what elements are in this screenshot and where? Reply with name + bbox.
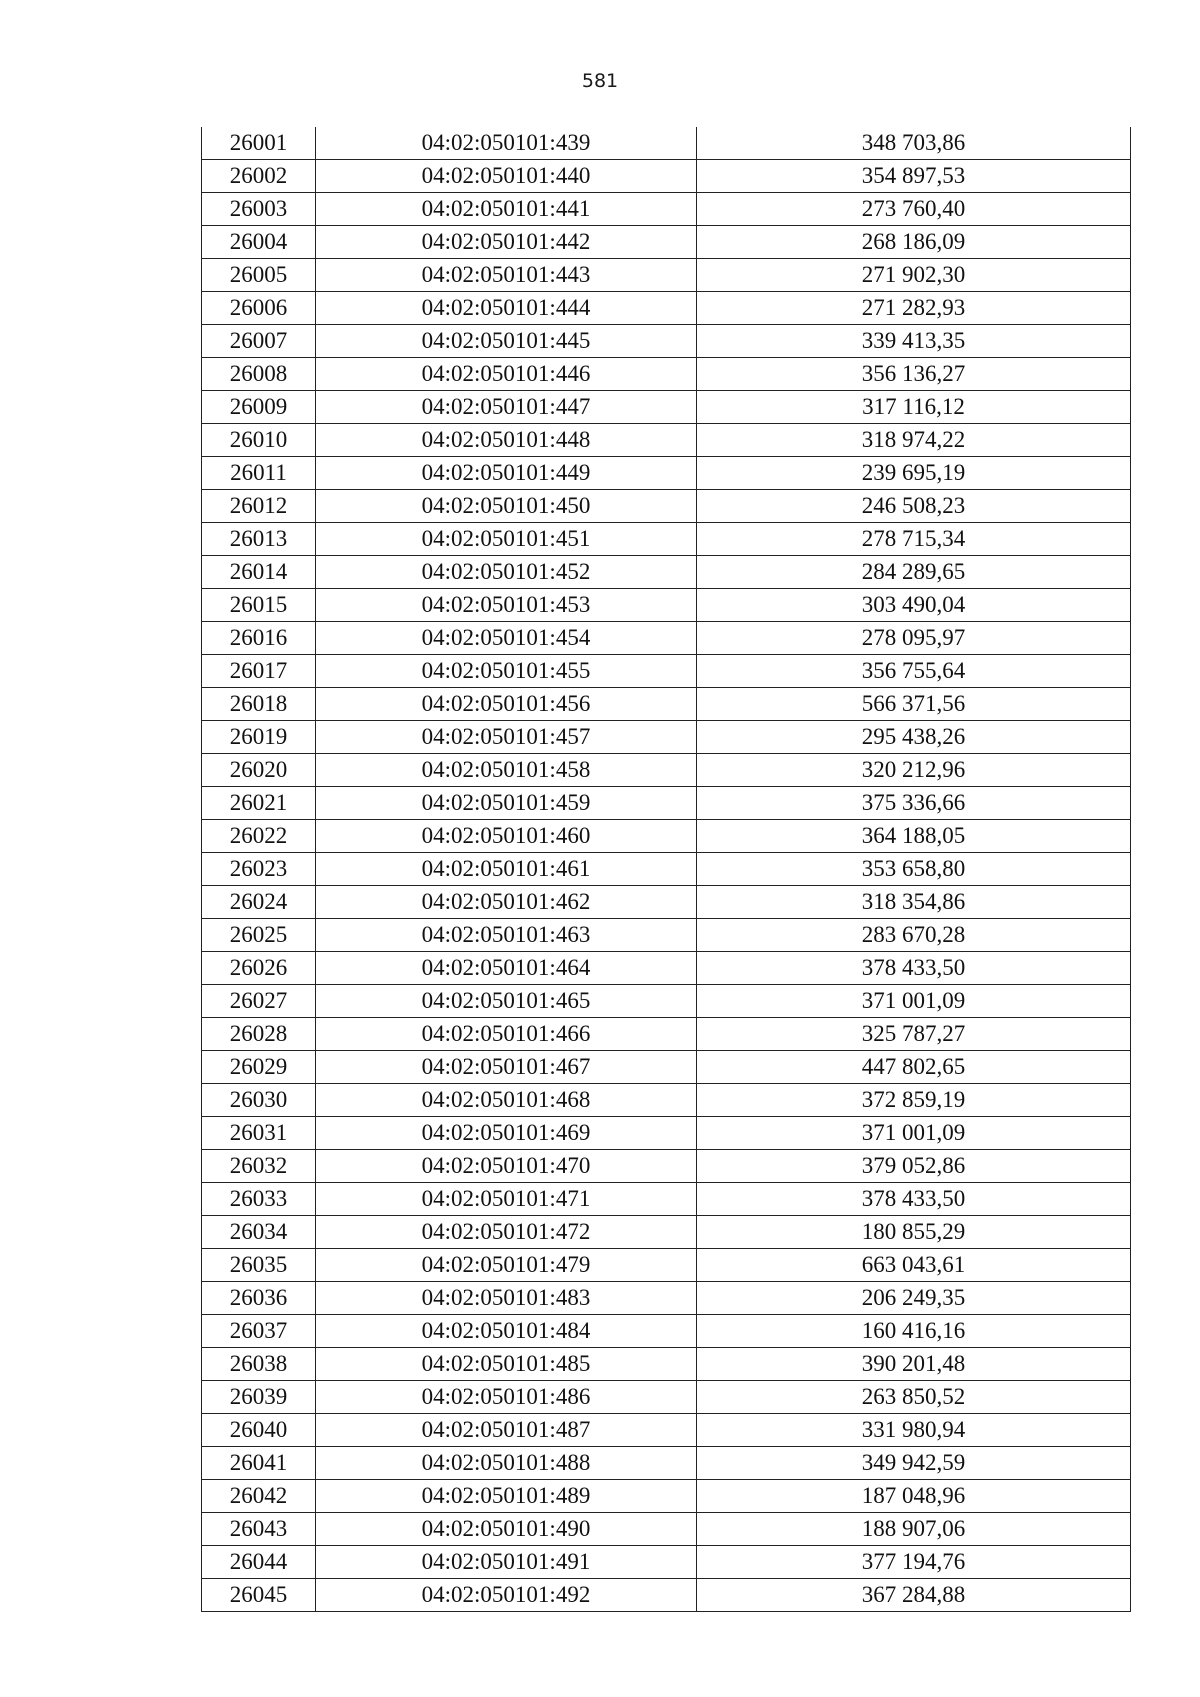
cadastral-number-cell: 04:02:050101:468 bbox=[316, 1084, 697, 1117]
cadastral-number-cell: 04:02:050101:486 bbox=[316, 1381, 697, 1414]
table-row bbox=[202, 325, 1131, 358]
table-row bbox=[202, 952, 1131, 985]
cadastral-number-cell: 04:02:050101:467 bbox=[316, 1051, 697, 1084]
cadastral-value-cell: 239 695,19 bbox=[697, 457, 1131, 490]
cadastral-value-cell: 278 095,97 bbox=[697, 622, 1131, 655]
table-row bbox=[202, 1315, 1131, 1348]
row-number-cell: 26033 bbox=[202, 1183, 316, 1216]
cadastral-number-cell: 04:02:050101:458 bbox=[316, 754, 697, 787]
cadastral-number-cell: 04:02:050101:453 bbox=[316, 589, 697, 622]
cadastral-number-cell: 04:02:050101:448 bbox=[316, 424, 697, 457]
cadastral-number-cell: 04:02:050101:454 bbox=[316, 622, 697, 655]
cadastral-number-cell: 04:02:050101:492 bbox=[316, 1579, 697, 1612]
cadastral-value-cell: 273 760,40 bbox=[697, 193, 1131, 226]
cadastral-value-cell: 187 048,96 bbox=[697, 1480, 1131, 1513]
cadastral-value-cell: 371 001,09 bbox=[697, 985, 1131, 1018]
table-row bbox=[202, 292, 1131, 325]
table-row bbox=[202, 424, 1131, 457]
cadastral-value-cell: 566 371,56 bbox=[697, 688, 1131, 721]
row-number-cell: 26012 bbox=[202, 490, 316, 523]
row-number-cell: 26006 bbox=[202, 292, 316, 325]
table-row bbox=[202, 1018, 1131, 1051]
cadastral-number-cell: 04:02:050101:485 bbox=[316, 1348, 697, 1381]
row-number-cell: 26032 bbox=[202, 1150, 316, 1183]
row-number-cell: 26001 bbox=[202, 127, 316, 160]
cadastral-number-cell: 04:02:050101:450 bbox=[316, 490, 697, 523]
cadastral-value-cell: 379 052,86 bbox=[697, 1150, 1131, 1183]
cadastral-number-cell: 04:02:050101:457 bbox=[316, 721, 697, 754]
cadastral-number-cell: 04:02:050101:484 bbox=[316, 1315, 697, 1348]
row-number-cell: 26008 bbox=[202, 358, 316, 391]
table-row bbox=[202, 127, 1131, 160]
cadastral-value-cell: 331 980,94 bbox=[697, 1414, 1131, 1447]
cadastral-value-cell: 447 802,65 bbox=[697, 1051, 1131, 1084]
table-row bbox=[202, 1183, 1131, 1216]
cadastral-number-cell: 04:02:050101:465 bbox=[316, 985, 697, 1018]
row-number-cell: 26018 bbox=[202, 688, 316, 721]
cadastral-value-cell: 354 897,53 bbox=[697, 160, 1131, 193]
table-row bbox=[202, 1447, 1131, 1480]
cadastral-value-cell: 348 703,86 bbox=[697, 127, 1131, 160]
row-number-cell: 26045 bbox=[202, 1579, 316, 1612]
table-body bbox=[202, 127, 1131, 1612]
row-number-cell: 26044 bbox=[202, 1546, 316, 1579]
table-row bbox=[202, 1546, 1131, 1579]
table-row bbox=[202, 820, 1131, 853]
cadastral-number-cell: 04:02:050101:479 bbox=[316, 1249, 697, 1282]
table-row bbox=[202, 556, 1131, 589]
cadastral-number-cell: 04:02:050101:469 bbox=[316, 1117, 697, 1150]
cadastral-number-cell: 04:02:050101:472 bbox=[316, 1216, 697, 1249]
cadastral-number-cell: 04:02:050101:470 bbox=[316, 1150, 697, 1183]
table-row bbox=[202, 754, 1131, 787]
table-row bbox=[202, 1579, 1131, 1612]
table-row bbox=[202, 1150, 1131, 1183]
row-number-cell: 26041 bbox=[202, 1447, 316, 1480]
cadastral-number-cell: 04:02:050101:447 bbox=[316, 391, 697, 424]
row-number-cell: 26020 bbox=[202, 754, 316, 787]
table-row bbox=[202, 1249, 1131, 1282]
cadastral-number-cell: 04:02:050101:452 bbox=[316, 556, 697, 589]
cadastral-number-cell: 04:02:050101:487 bbox=[316, 1414, 697, 1447]
cadastral-value-cell: 283 670,28 bbox=[697, 919, 1131, 952]
cadastral-value-cell: 180 855,29 bbox=[697, 1216, 1131, 1249]
cadastral-number-cell: 04:02:050101:489 bbox=[316, 1480, 697, 1513]
cadastral-value-cell: 325 787,27 bbox=[697, 1018, 1131, 1051]
row-number-cell: 26005 bbox=[202, 259, 316, 292]
cadastral-value-cell: 318 354,86 bbox=[697, 886, 1131, 919]
table-row bbox=[202, 886, 1131, 919]
row-number-cell: 26004 bbox=[202, 226, 316, 259]
table-row bbox=[202, 259, 1131, 292]
row-number-cell: 26007 bbox=[202, 325, 316, 358]
row-number-cell: 26027 bbox=[202, 985, 316, 1018]
cadastral-value-cell: 271 282,93 bbox=[697, 292, 1131, 325]
cadastral-value-cell: 378 433,50 bbox=[697, 952, 1131, 985]
cadastral-number-cell: 04:02:050101:471 bbox=[316, 1183, 697, 1216]
table-row bbox=[202, 226, 1131, 259]
cadastral-value-cell: 295 438,26 bbox=[697, 721, 1131, 754]
table-row bbox=[202, 358, 1131, 391]
cadastral-number-cell: 04:02:050101:462 bbox=[316, 886, 697, 919]
table-row bbox=[202, 1051, 1131, 1084]
cadastral-number-cell: 04:02:050101:444 bbox=[316, 292, 697, 325]
cadastral-number-cell: 04:02:050101:466 bbox=[316, 1018, 697, 1051]
table-row bbox=[202, 919, 1131, 952]
cadastral-number-cell: 04:02:050101:445 bbox=[316, 325, 697, 358]
cadastral-number-cell: 04:02:050101:456 bbox=[316, 688, 697, 721]
cadastral-number-cell: 04:02:050101:460 bbox=[316, 820, 697, 853]
cadastral-number-cell: 04:02:050101:488 bbox=[316, 1447, 697, 1480]
row-number-cell: 26028 bbox=[202, 1018, 316, 1051]
table-row bbox=[202, 589, 1131, 622]
table-row bbox=[202, 688, 1131, 721]
row-number-cell: 26031 bbox=[202, 1117, 316, 1150]
cadastral-value-cell: 367 284,88 bbox=[697, 1579, 1131, 1612]
cadastral-value-cell: 377 194,76 bbox=[697, 1546, 1131, 1579]
cadastral-number-cell: 04:02:050101:439 bbox=[316, 127, 697, 160]
table-row bbox=[202, 1348, 1131, 1381]
cadastral-value-cell: 356 755,64 bbox=[697, 655, 1131, 688]
cadastral-value-cell: 318 974,22 bbox=[697, 424, 1131, 457]
table-row bbox=[202, 160, 1131, 193]
table-row bbox=[202, 655, 1131, 688]
cadastral-value-cell: 364 188,05 bbox=[697, 820, 1131, 853]
cadastral-number-cell: 04:02:050101:459 bbox=[316, 787, 697, 820]
row-number-cell: 26010 bbox=[202, 424, 316, 457]
cadastral-value-cell: 268 186,09 bbox=[697, 226, 1131, 259]
cadastral-value-cell: 353 658,80 bbox=[697, 853, 1131, 886]
cadastral-value-cell: 349 942,59 bbox=[697, 1447, 1131, 1480]
cadastral-value-cell: 188 907,06 bbox=[697, 1513, 1131, 1546]
cadastral-value-table bbox=[201, 127, 1131, 1612]
row-number-cell: 26038 bbox=[202, 1348, 316, 1381]
cadastral-number-cell: 04:02:050101:483 bbox=[316, 1282, 697, 1315]
table-row bbox=[202, 1084, 1131, 1117]
row-number-cell: 26024 bbox=[202, 886, 316, 919]
table-row bbox=[202, 1513, 1131, 1546]
table-row bbox=[202, 787, 1131, 820]
row-number-cell: 26021 bbox=[202, 787, 316, 820]
row-number-cell: 26022 bbox=[202, 820, 316, 853]
cadastral-value-cell: 320 212,96 bbox=[697, 754, 1131, 787]
cadastral-value-cell: 390 201,48 bbox=[697, 1348, 1131, 1381]
cadastral-number-cell: 04:02:050101:440 bbox=[316, 160, 697, 193]
row-number-cell: 26043 bbox=[202, 1513, 316, 1546]
cadastral-number-cell: 04:02:050101:451 bbox=[316, 523, 697, 556]
table-row bbox=[202, 1117, 1131, 1150]
cadastral-value-cell: 371 001,09 bbox=[697, 1117, 1131, 1150]
table-row bbox=[202, 721, 1131, 754]
row-number-cell: 26029 bbox=[202, 1051, 316, 1084]
cadastral-value-cell: 278 715,34 bbox=[697, 523, 1131, 556]
table-row bbox=[202, 853, 1131, 886]
row-number-cell: 26040 bbox=[202, 1414, 316, 1447]
cadastral-value-cell: 372 859,19 bbox=[697, 1084, 1131, 1117]
cadastral-number-cell: 04:02:050101:449 bbox=[316, 457, 697, 490]
cadastral-value-cell: 303 490,04 bbox=[697, 589, 1131, 622]
cadastral-value-cell: 206 249,35 bbox=[697, 1282, 1131, 1315]
row-number-cell: 26014 bbox=[202, 556, 316, 589]
table-row bbox=[202, 193, 1131, 226]
row-number-cell: 26002 bbox=[202, 160, 316, 193]
cadastral-number-cell: 04:02:050101:443 bbox=[316, 259, 697, 292]
cadastral-value-cell: 356 136,27 bbox=[697, 358, 1131, 391]
row-number-cell: 26019 bbox=[202, 721, 316, 754]
row-number-cell: 26003 bbox=[202, 193, 316, 226]
row-number-cell: 26011 bbox=[202, 457, 316, 490]
table-row bbox=[202, 1282, 1131, 1315]
row-number-cell: 26039 bbox=[202, 1381, 316, 1414]
cadastral-number-cell: 04:02:050101:442 bbox=[316, 226, 697, 259]
cadastral-value-cell: 246 508,23 bbox=[697, 490, 1131, 523]
cadastral-number-cell: 04:02:050101:455 bbox=[316, 655, 697, 688]
table-row bbox=[202, 985, 1131, 1018]
row-number-cell: 26042 bbox=[202, 1480, 316, 1513]
table-row bbox=[202, 1480, 1131, 1513]
row-number-cell: 26026 bbox=[202, 952, 316, 985]
cadastral-number-cell: 04:02:050101:491 bbox=[316, 1546, 697, 1579]
cadastral-value-cell: 263 850,52 bbox=[697, 1381, 1131, 1414]
row-number-cell: 26036 bbox=[202, 1282, 316, 1315]
cadastral-value-cell: 375 336,66 bbox=[697, 787, 1131, 820]
row-number-cell: 26013 bbox=[202, 523, 316, 556]
cadastral-value-cell: 378 433,50 bbox=[697, 1183, 1131, 1216]
row-number-cell: 26017 bbox=[202, 655, 316, 688]
cadastral-value-cell: 663 043,61 bbox=[697, 1249, 1131, 1282]
cadastral-number-cell: 04:02:050101:464 bbox=[316, 952, 697, 985]
row-number-cell: 26034 bbox=[202, 1216, 316, 1249]
cadastral-number-cell: 04:02:050101:441 bbox=[316, 193, 697, 226]
row-number-cell: 26009 bbox=[202, 391, 316, 424]
table-row bbox=[202, 490, 1131, 523]
page-number: 581 bbox=[581, 70, 619, 92]
cadastral-value-cell: 339 413,35 bbox=[697, 325, 1131, 358]
table-row bbox=[202, 1381, 1131, 1414]
row-number-cell: 26023 bbox=[202, 853, 316, 886]
table-row bbox=[202, 523, 1131, 556]
table-row bbox=[202, 1414, 1131, 1447]
row-number-cell: 26025 bbox=[202, 919, 316, 952]
table-row bbox=[202, 391, 1131, 424]
cadastral-number-cell: 04:02:050101:446 bbox=[316, 358, 697, 391]
row-number-cell: 26037 bbox=[202, 1315, 316, 1348]
cadastral-number-cell: 04:02:050101:461 bbox=[316, 853, 697, 886]
table-row bbox=[202, 622, 1131, 655]
row-number-cell: 26015 bbox=[202, 589, 316, 622]
table-row bbox=[202, 1216, 1131, 1249]
row-number-cell: 26035 bbox=[202, 1249, 316, 1282]
cadastral-value-cell: 160 416,16 bbox=[697, 1315, 1131, 1348]
cadastral-number-cell: 04:02:050101:463 bbox=[316, 919, 697, 952]
table-row bbox=[202, 457, 1131, 490]
cadastral-value-cell: 284 289,65 bbox=[697, 556, 1131, 589]
row-number-cell: 26016 bbox=[202, 622, 316, 655]
row-number-cell: 26030 bbox=[202, 1084, 316, 1117]
cadastral-value-cell: 271 902,30 bbox=[697, 259, 1131, 292]
cadastral-value-cell: 317 116,12 bbox=[697, 391, 1131, 424]
cadastral-number-cell: 04:02:050101:490 bbox=[316, 1513, 697, 1546]
